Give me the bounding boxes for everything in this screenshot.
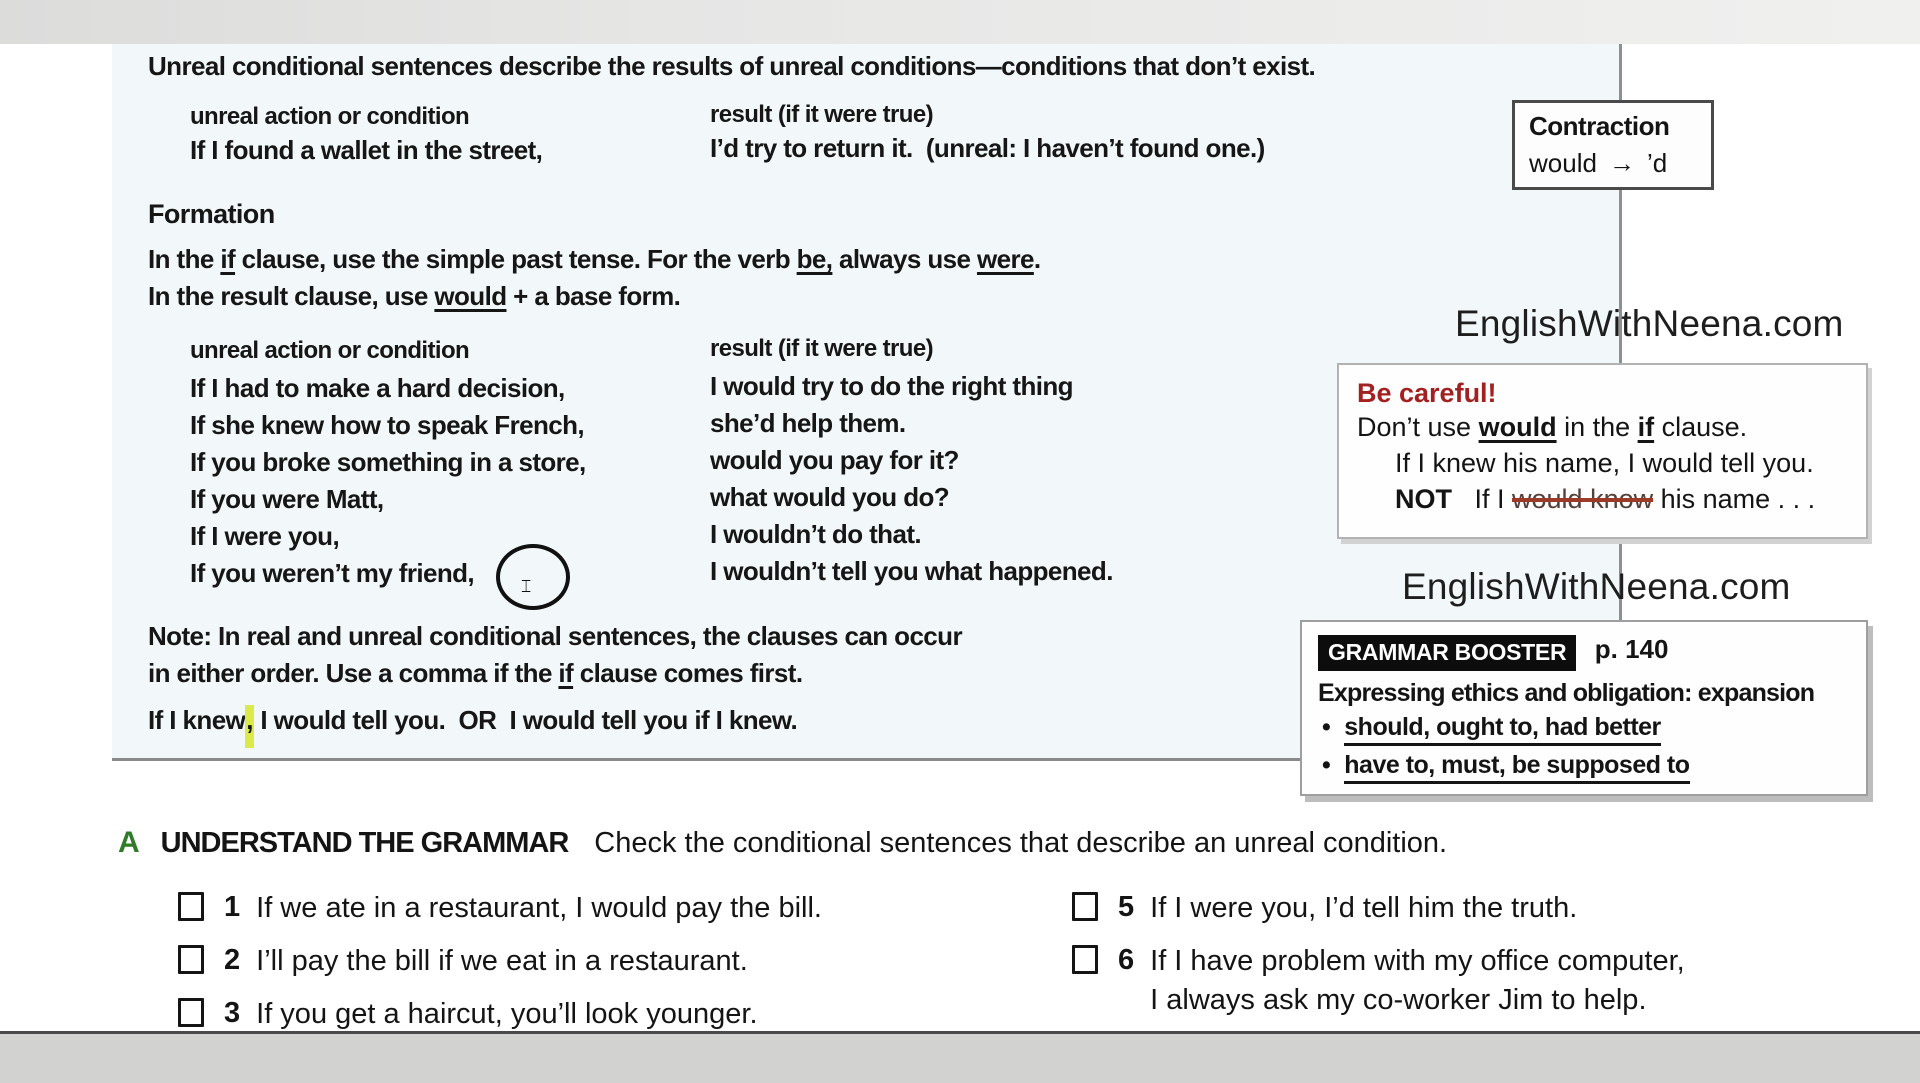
- checkbox-item-5[interactable]: [1072, 892, 1098, 921]
- exercise-item-3: [178, 995, 758, 1034]
- contraction-box: [1512, 100, 1714, 190]
- table-row-condition: If you broke something in a store,: [190, 447, 586, 477]
- watermark-text: EnglishWithNeena.com: [1455, 303, 1844, 344]
- item-number: 3: [224, 997, 241, 1029]
- watermark-text: EnglishWithNeena.com: [1402, 566, 1791, 607]
- checkbox-item-2[interactable]: [178, 945, 204, 974]
- item-sentence-line: I always ask my co-worker Jim to help.: [1150, 984, 1647, 1016]
- table-header-right: result (if it were true): [710, 335, 933, 362]
- exercise-item-2: [178, 942, 748, 981]
- table-row-result: she’d help them.: [710, 408, 906, 438]
- bullet-icon: •: [1322, 713, 1331, 741]
- booster-header: [1318, 634, 1850, 671]
- bullet-icon: •: [1322, 751, 1331, 779]
- booster-bullet-text: have to, must, be supposed to: [1344, 751, 1689, 784]
- checkbox-item-1[interactable]: [178, 892, 204, 921]
- example1-header-left: unreal action or condition: [190, 103, 470, 130]
- table-row-condition: If she knew how to speak French,: [190, 410, 585, 440]
- text-cursor-icon: ⌶: [521, 577, 532, 597]
- exercise-heading-row: [118, 826, 1447, 860]
- formation-rule-1: In the if clause, use the simple past tense. For the verb be, always use were.: [148, 244, 1041, 274]
- example1-header-right: result (if it were true): [710, 101, 933, 128]
- top-gray-bar: [0, 0, 1920, 44]
- booster-bullet-item: [1318, 713, 1850, 746]
- example1-condition: If I found a wallet in the street,: [190, 135, 543, 165]
- exercise-item-6: [1072, 942, 1685, 1020]
- table-row-result: I wouldn’t tell you what happened.: [710, 556, 1113, 586]
- item-sentence-line: If I have problem with my office computer,: [1150, 945, 1685, 977]
- table-header-left: unreal action or condition: [190, 337, 470, 364]
- exercise-item-5: [1072, 889, 1577, 928]
- be-careful-wrong-example: NOT If I would know his name . . .: [1395, 484, 1816, 514]
- contraction-to: ’d: [1646, 148, 1668, 178]
- bottom-gray-bar: [0, 1031, 1920, 1083]
- item-sentence: If I were you, I’d tell him the truth.: [1150, 892, 1578, 924]
- table-row-result: what would you do?: [710, 482, 950, 512]
- exercise-instructions: Check the conditional sentences that describe an unreal condition.: [594, 827, 1448, 859]
- table-row-condition: If you were Matt,: [190, 484, 384, 514]
- be-careful-title: Be careful!: [1357, 378, 1497, 408]
- item-number: 2: [224, 944, 241, 976]
- example1-result: I’d try to return it. (unreal: I haven’t found one.): [710, 133, 1265, 163]
- circle-annotation: [496, 544, 570, 610]
- table-row-condition: If I had to make a hard decision,: [190, 373, 565, 403]
- grammar-booster-box: [1300, 620, 1868, 796]
- exercise-title: UNDERSTAND THE GRAMMAR: [160, 827, 569, 859]
- item-number: 1: [224, 891, 241, 923]
- booster-page-ref: p. 140: [1594, 634, 1669, 664]
- booster-bullet-text: should, ought to, had better: [1344, 713, 1661, 746]
- note-line-2: in either order. Use a comma if the if clause comes first.: [148, 658, 803, 688]
- item-sentence: [1150, 942, 1685, 1020]
- table-row-result: would you pay for it?: [710, 445, 959, 475]
- item-sentence: If we ate in a restaurant, I would pay the bill.: [256, 892, 822, 924]
- booster-bullet-item: [1318, 751, 1850, 784]
- table-row-condition: If you weren’t my friend,: [190, 558, 475, 588]
- contraction-rule: [1529, 148, 1697, 179]
- table-row-condition: If I were you,: [190, 521, 340, 551]
- exercise-label: A: [118, 826, 139, 859]
- table-row-result: I would try to do the right thing: [710, 371, 1073, 401]
- be-careful-example: If I knew his name, I would tell you.: [1395, 448, 1814, 478]
- grammar-booster-badge: GRAMMAR BOOSTER: [1318, 635, 1576, 671]
- table-row-result: I wouldn’t do that.: [710, 519, 921, 549]
- note-line-1: Note: In real and unreal conditional sentences, the clauses can occur: [148, 621, 962, 651]
- item-sentence: I’ll pay the bill if we eat in a restaurant.: [256, 945, 748, 977]
- exercise-item-1: [178, 889, 822, 928]
- arrow-right-icon: →: [1608, 148, 1635, 178]
- formation-heading: Formation: [148, 199, 275, 229]
- formation-rule-2: In the result clause, use would + a base form.: [148, 281, 681, 311]
- checkbox-item-6[interactable]: [1072, 945, 1098, 974]
- item-number: 6: [1118, 944, 1135, 976]
- note-example-line: If I knew, I would tell you. OR I would tell you if I knew.: [148, 705, 798, 735]
- contraction-title: Contraction: [1529, 111, 1670, 141]
- item-number: 5: [1118, 891, 1135, 923]
- be-careful-rule: Don’t use would in the if clause.: [1357, 412, 1748, 442]
- booster-subtitle: Expressing ethics and obligation: expansion: [1318, 679, 1815, 707]
- be-careful-box: [1337, 363, 1868, 539]
- chart-intro: Unreal conditional sentences describe the results of unreal conditions—conditions that don’t exist.: [148, 51, 1316, 81]
- contraction-from: would: [1529, 148, 1597, 178]
- item-sentence: If you get a haircut, you’ll look younger.: [256, 998, 758, 1030]
- checkbox-item-3[interactable]: [178, 998, 204, 1027]
